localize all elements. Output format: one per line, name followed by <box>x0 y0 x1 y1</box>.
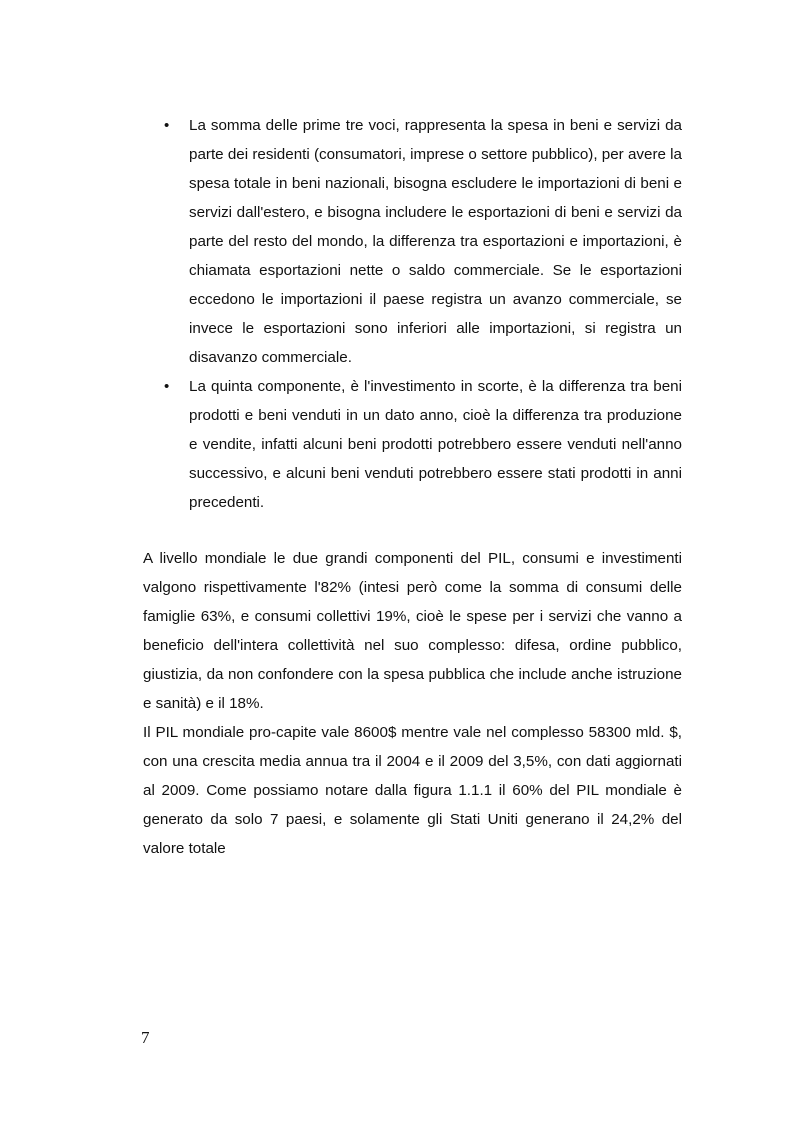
bullet-icon: • <box>164 378 170 395</box>
page-number: 7 <box>141 1028 150 1047</box>
paragraph-world-gdp-per-capita: Il PIL mondiale pro-capite vale 8600$ mentre vale nel complesso 58300 mld. $, con una crescita media annua tra il 2004 e il 2009 del 3,5%, con dati aggiornati al 2009. Come possiamo notare dalla figura 1.1.1 il 60% del PIL mondiale è generato da solo 7 paesi, e solamente gli Stati Uniti generano il 24,2% del valore totale <box>143 724 682 857</box>
bullet-text: La quinta componente, è l'investimento in scorte, è la differenza tra beni prodotti e beni venduti in un dato anno, cioè la differenza tra produzione e vendite, infatti alcuni beni prodotti potrebbero essere venduti nell'anno successivo, e alcuni beni venduti potrebbero essere stati prodotti in anni precedenti. <box>189 378 682 511</box>
bullet-item-trade-balance <box>160 111 682 372</box>
bullet-list <box>160 111 682 517</box>
bullet-text: La somma delle prime tre voci, rappresenta la spesa in beni e servizi da parte dei residenti (consumatori, imprese o settore pubblico), per avere la spesa totale in beni nazionali, bisogna escludere le importazioni di beni e servizi dall'estero, e bisogna includere le esportazioni di beni e servizi da parte del resto del mondo, la differenza tra esportazioni e importazioni, è chiamata esportazioni nette o saldo commerciale. Se le esportazioni eccedono le importazioni il paese registra un avanzo commerciale, se invece le esportazioni sono inferiori alle importazioni, si registra un disavanzo commerciale. <box>189 117 682 366</box>
bullet-icon: • <box>164 117 170 134</box>
paragraph-world-gdp-components: A livello mondiale le due grandi componenti del PIL, consumi e investimenti valgono rispettivamente l'82% (intesi però come la somma di consumi delle famiglie 63%, e consumi collettivi 19%, cioè le spese per i servizi che vanno a beneficio dell'intera collettività nel suo complesso: difesa, ordine pubblico, giustizia, da non confondere con la spesa pubblica che include anche istruzione e sanità) e il 18%. <box>143 550 682 712</box>
body-text <box>143 544 682 863</box>
bullet-item-inventory-investment <box>160 372 682 517</box>
